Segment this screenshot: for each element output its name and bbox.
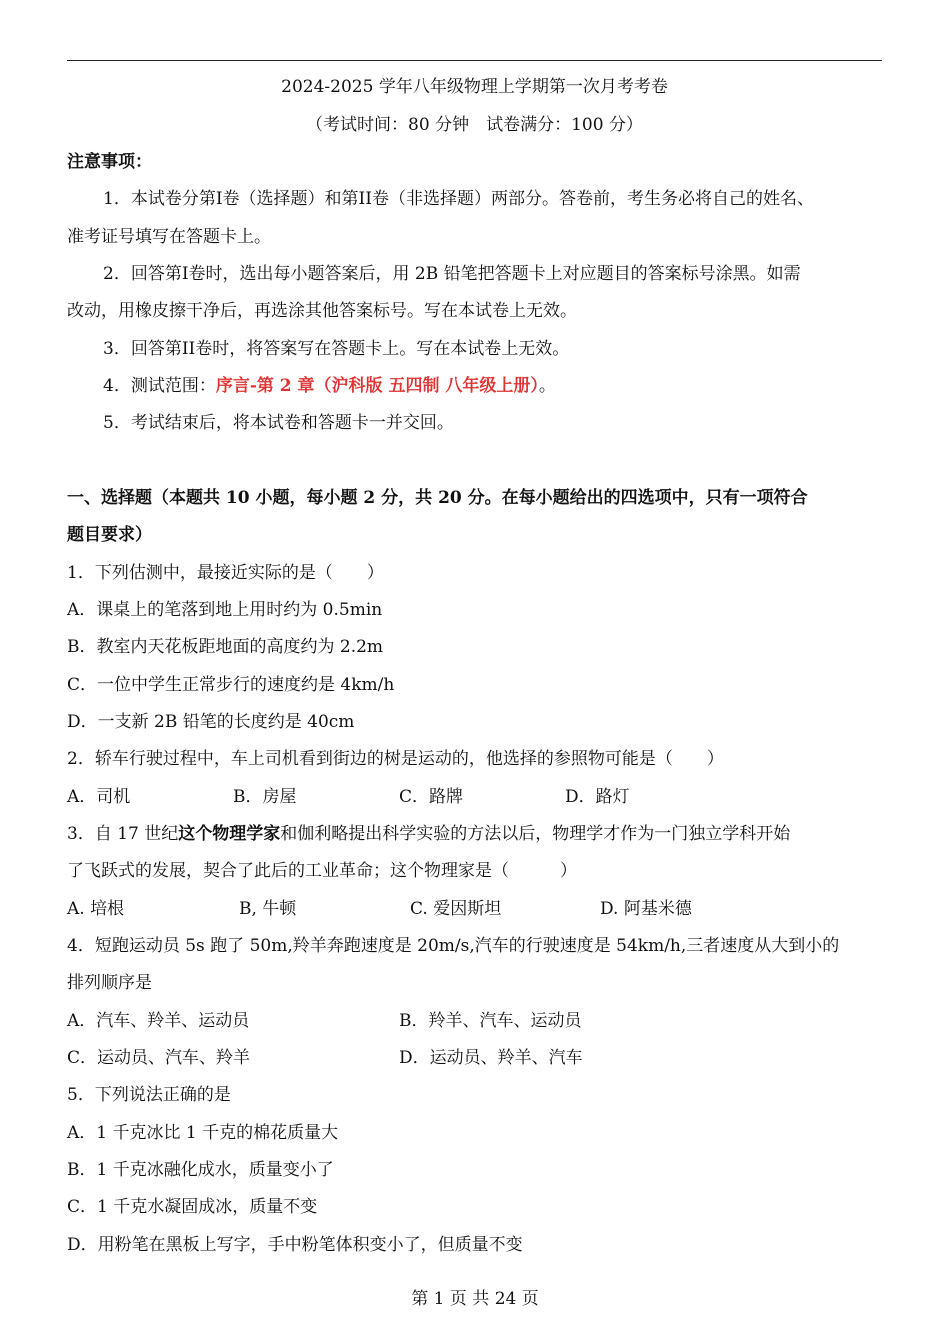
q1-option-a: A．课桌上的笔落到地上用时约为 0.5min [67, 600, 383, 620]
q3-option-a: A. 培根 [67, 899, 125, 919]
exam-subtitle: （考试时间：80 分钟 试卷满分：100 分） [306, 115, 643, 135]
q3-option-c: C. 爱因斯坦 [410, 899, 502, 919]
notice-item-4 [103, 374, 882, 398]
q4-option-b: B．羚羊、汽车、运动员 [399, 1011, 582, 1031]
q1-option-c: C．一位中学生正常步行的速度约是 4km/h [67, 675, 395, 695]
q2-option-a: A．司机 [67, 787, 131, 807]
q5-option-d: D．用粉笔在黑板上写字，手中粉笔体积变小了，但质量不变 [67, 1235, 523, 1255]
test-range-highlight: 序言-第 2 章（沪科版 五四制 八年级上册） [215, 376, 539, 396]
notice-item-4-suffix: 。 [538, 376, 556, 396]
q2-stem: 2．轿车行驶过程中，车上司机看到街边的树是运动的，他选择的参照物可能是（ ） [67, 749, 724, 769]
q2-option-b: B．房屋 [233, 787, 297, 807]
q5-stem: 5．下列说法正确的是 [67, 1085, 231, 1105]
q4-stem-line-1: 4．短跑运动员 5s 跑了 50m,羚羊奔跑速度是 20m/s,汽车的行驶速度是 54km/h,三者速度从大到小的 [67, 936, 840, 956]
q1-option-d: D．一支新 2B 铅笔的长度约是 40cm [67, 712, 355, 732]
q3-stem-prefix: 3．自 17 世纪 [67, 824, 179, 844]
section-1-heading-line-2: 题目要求） [67, 525, 152, 545]
q5-option-a: A．1 千克冰比 1 千克的棉花质量大 [67, 1123, 339, 1143]
notice-item-2-line-2: 改动，用橡皮擦干净后，再选涂其他答案标号。写在本试卷上无效。 [67, 301, 577, 321]
section-1-heading-line-1: 一、选择题（本题共 10 小题，每小题 2 分，共 20 分。在每小题给出的四选项中，只有一项符合 [67, 488, 808, 508]
q2-option-c: C．路牌 [399, 787, 464, 807]
q1-stem: 1．下列估测中，最接近实际的是（ ） [67, 563, 384, 583]
notice-heading: 注意事项： [67, 152, 152, 172]
q3-stem-suffix: 和伽利略提出科学实验的方法以后，物理学才作为一门独立学科开始 [280, 824, 791, 844]
q4-option-c: C．运动员、汽车、羚羊 [67, 1048, 251, 1068]
q3-stem-bold: 这个物理学家 [178, 824, 281, 844]
q3-option-d: D. 阿基米德 [600, 899, 692, 919]
exam-title: 2024-2025 学年八年级物理上学期第一次月考考卷 [281, 77, 668, 97]
q2-option-d: D．路灯 [565, 787, 630, 807]
q4-stem-line-2: 排列顺序是 [67, 973, 152, 993]
q5-option-c: C．1 千克水凝固成冰，质量不变 [67, 1197, 318, 1217]
notice-item-1-line-1: 1．本试卷分第I卷（选择题）和第II卷（非选择题）两部分。答卷前，考生务必将自己的姓名、 [103, 189, 814, 209]
notice-item-4-prefix: 4．测试范围： [103, 376, 216, 396]
q4-option-a: A．汽车、羚羊、运动员 [67, 1011, 250, 1031]
q1-option-b: B．教室内天花板距地面的高度约为 2.2m [67, 637, 384, 657]
q4-option-d: D．运动员、羚羊、汽车 [399, 1048, 583, 1068]
notice-item-2-line-1: 2．回答第I卷时，选出每小题答案后，用 2B 铅笔把答题卡上对应题目的答案标号涂黑。如需 [103, 264, 801, 284]
notice-item-3: 3．回答第II卷时，将答案写在答题卡上。写在本试卷上无效。 [103, 339, 570, 359]
notice-item-5: 5．考试结束后，将本试卷和答题卡一并交回。 [103, 413, 454, 433]
q5-option-b: B．1 千克冰融化成水，质量变小了 [67, 1160, 334, 1180]
q3-stem-line-2: 了飞跃式的发展，契合了此后的工业革命；这个物理家是（ ） [67, 861, 577, 881]
page-number: 第 1 页 共 24 页 [411, 1289, 539, 1309]
q3-option-b: B, 牛顿 [239, 899, 297, 919]
q3-stem-line-1 [67, 822, 882, 846]
notice-item-1-line-2: 准考证号填写在答题卡上。 [67, 227, 271, 247]
header-rule [67, 60, 882, 61]
